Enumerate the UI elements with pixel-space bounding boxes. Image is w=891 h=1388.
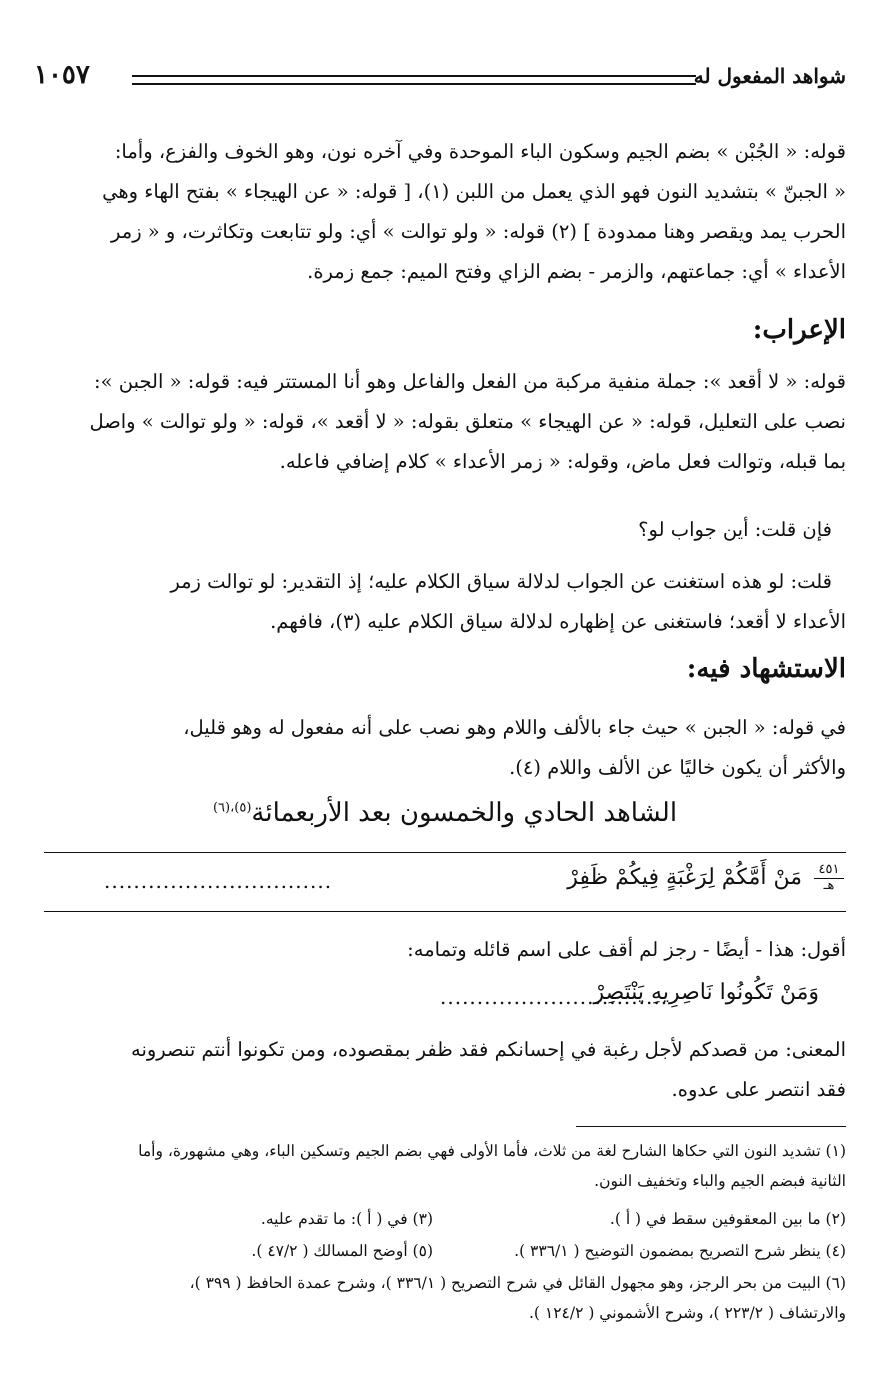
text-line: الأعداء » أي: جماعتهم، والزمر - بضم الزاي وفتح الميم: جمع زمرة.: [307, 260, 846, 283]
text-line: قوله: « الجُبْن » بضم الجيم وسكون الباء الموحدة وفي آخره نون، وهو الخوف والفزع، وأما:: [114, 140, 846, 163]
answer-paragraph: [44, 562, 846, 642]
verse-completion-dots: ...............................: [440, 985, 669, 1009]
irab-paragraph: [44, 362, 846, 482]
page-header: [34, 58, 846, 98]
text-line: فإن قلت: أين جواب لو؟: [638, 518, 832, 541]
verse-text: مَنْ أَمَّكُمْ لِرَغْبَةٍ فِيكُمْ ظَفِرْ: [567, 865, 802, 890]
footnote-5: (٥) أوضح المسالك ( ٤٧/٢ ).: [251, 1242, 433, 1260]
istishhad-paragraph: [44, 708, 846, 788]
footnote-line: والارتشاف ( ٢٢٣/٢ )، وشرح الأشموني ( ١٢٤/٢ ).: [528, 1304, 846, 1322]
section-heading-istishhad: الاستشهاد فيه:: [686, 654, 846, 684]
section-heading-irab: الإعراب:: [752, 315, 846, 345]
vocabulary-paragraph: [44, 132, 846, 292]
running-title: شواهد المفعول له: [693, 64, 846, 88]
text-line: « الجبنّ » بتشديد النون فهو الذي يعمل من اللبن (١)، [ قوله: « عن الهيجاء » بفتح الهاء وهي: [102, 180, 846, 203]
verse-box: [44, 852, 846, 912]
footnote-1: [44, 1136, 846, 1196]
text-line: قوله: « لا أقعد »: جملة منفية مركبة من الفعل والفاعل وهو أنا المستتر فيه: قوله: « الجبن »:: [94, 370, 846, 393]
footnote-2: (٢) ما بين المعقوفين سقط في ( أ ).: [609, 1210, 846, 1228]
shahid-title: [44, 798, 846, 828]
text-line: الأعداء لا أقعد؛ فاستغنى عن إظهاره لدلالة سياق الكلام عليه (٣)، فافهم.: [270, 610, 846, 633]
text-line: بما قبله، وتوالت فعل ماض، وقوله: « زمر الأعداء » كلام إضافي فاعله.: [279, 450, 846, 473]
verse-dots: ...............................: [104, 869, 333, 893]
aqul-paragraph: [44, 930, 846, 970]
footnote-4: (٤) ينظر شرح التصريح بمضمون التوضيح ( ٣٣٦/١ ).: [514, 1242, 846, 1260]
footnote-6: [44, 1268, 846, 1328]
header-double-rule: [132, 75, 696, 85]
verse-number-sub: هـ: [823, 878, 835, 893]
question-paragraph: [44, 510, 846, 550]
footnote-line: الثانية فبضم الجيم والباء وتخفيف النون.: [594, 1172, 846, 1190]
text-line: والأكثر أن يكون خاليًا عن الألف واللام (٤).: [509, 756, 846, 779]
text-line: أقول: هذا - أيضًا - رجز لم أقف على اسم قائله وتمامه:: [407, 938, 846, 961]
footnote-line: (١) تشديد النون التي حكاها الشارح لغة من ثلاث، فأما الأولى فهي بضم الجيم وتسكين الباء، وهي مشهورة، وأما: [138, 1142, 846, 1160]
meaning-paragraph: [44, 1030, 846, 1110]
verse-completion-text: وَمَنْ تَكُونُوا نَاصِرِيهِ يَنْتَصِرْ: [593, 980, 819, 1005]
footnote-3: (٣) في ( أ ): ما تقدم عليه.: [260, 1210, 433, 1228]
text-line: المعنى: من قصدكم لأجل رغبة في إحسانكم فقد ظفر بمقصوده، ومن تكونوا أنتم تنصرونه: [131, 1038, 846, 1061]
footnote-refs: (٥)،(٦): [212, 800, 252, 816]
footnote-rule: [576, 1126, 846, 1127]
text-line: فقد انتصر على عدوه.: [671, 1078, 846, 1101]
shahid-title-text: الشاهد الحادي والخمسون بعد الأربعمائة: [251, 798, 678, 828]
text-line: في قوله: « الجبن » حيث جاء بالألف واللام وهو نصب على أنه مفعول له وهو قليل،: [183, 716, 846, 739]
text-line: الحرب يمد ويقصر وهنا ممدودة ] (٢) قوله: « ولو توالت » أي: ولو تتابعت وتكاثرت، و « زمر: [110, 220, 846, 243]
verse-number-value: ٤٥١: [818, 862, 840, 877]
text-line: قلت: لو هذه استغنت عن الجواب لدلالة سياق الكلام عليه؛ إذ التقدير: لو توالت زمر: [170, 570, 832, 593]
text-line: نصب على التعليل، قوله: « عن الهيجاء » متعلق بقوله: « لا أقعد »، قوله: « ولو توالت » واصل: [89, 410, 846, 433]
footnote-line: (٦) البيت من بحر الرجز، وهو مجهول القائل في شرح التصريح ( ٣٣٦/١ )، وشرح عمدة الحافظ ( ٣٩٩ )،: [189, 1274, 846, 1292]
page-number: ١٠٥٧: [34, 60, 90, 90]
verse-number: [814, 863, 844, 893]
